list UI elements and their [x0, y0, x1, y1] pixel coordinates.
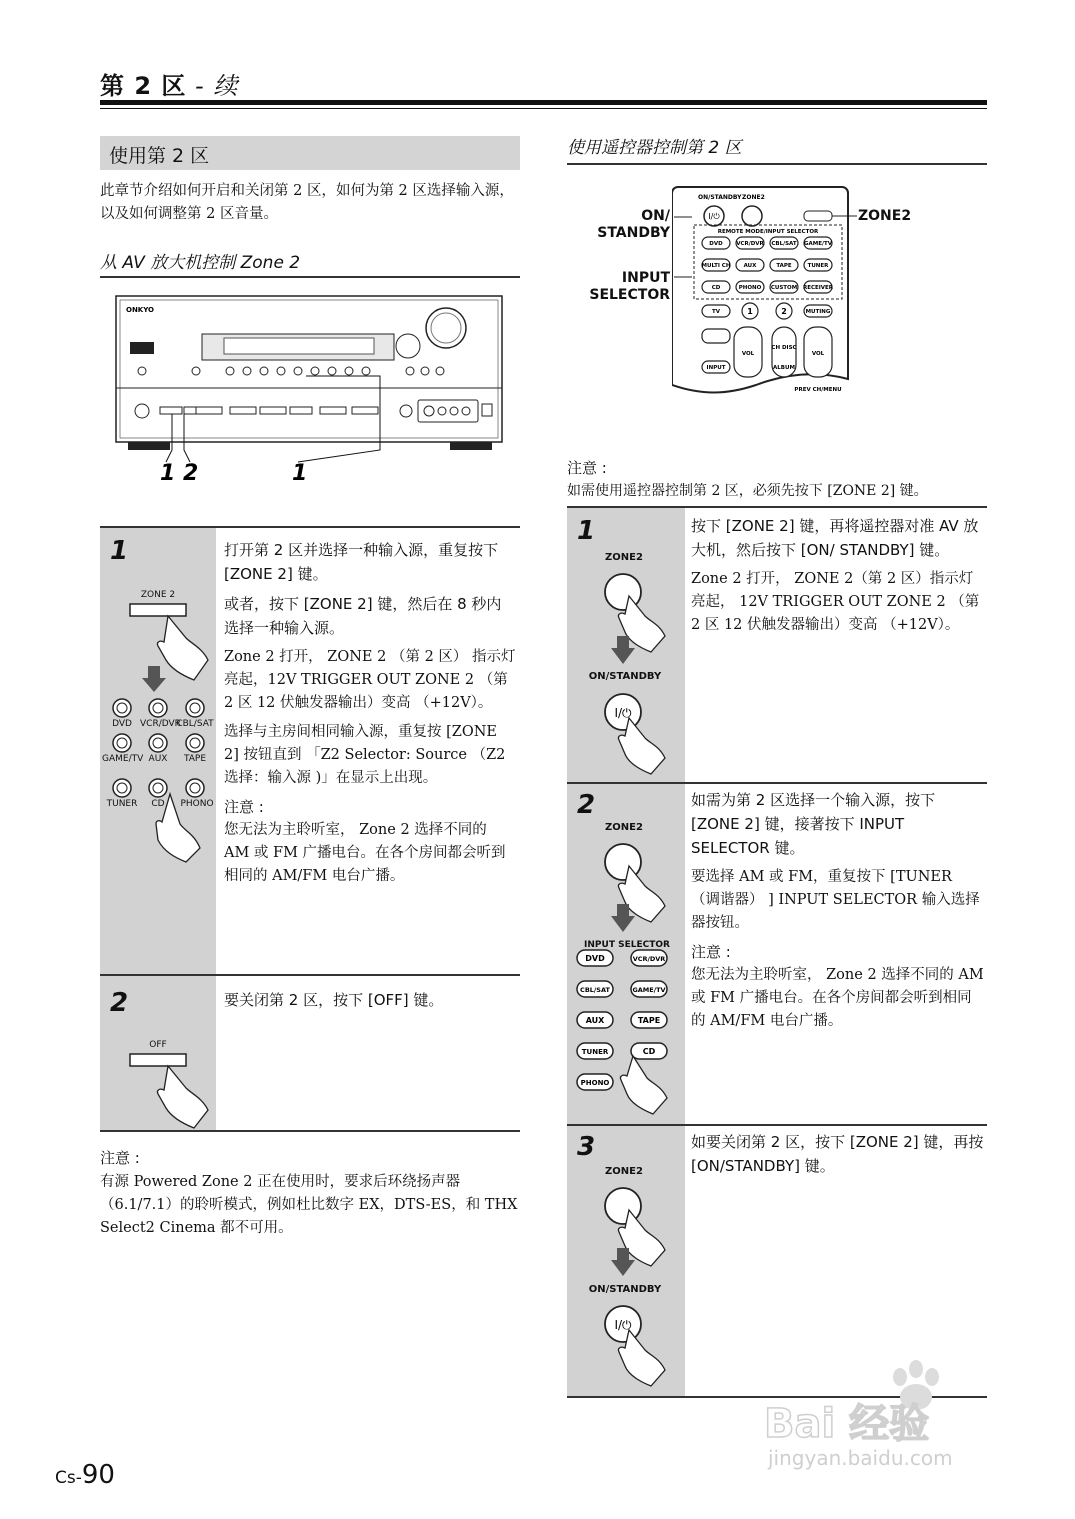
remote-top-zone2: ZONE2	[742, 194, 765, 201]
step-lead-alt: 或者，按下 [ZONE 2] 键，然后在 8 秒内选择一种输入源。	[224, 595, 502, 637]
left-steps-table	[100, 526, 520, 1132]
remote-note-heading: 注意 :	[567, 459, 607, 477]
remote-btn-phono: PHONO	[738, 285, 762, 291]
remote-btn-ch-disc: CH DISC	[771, 345, 797, 351]
header-rule-thin	[100, 108, 987, 109]
remote-btn-muting: MUTING	[805, 309, 831, 315]
remote-btn-prev-ch: PREV CH/MENU	[794, 387, 842, 393]
header-rule	[100, 100, 987, 105]
fig-input-tuner: TUNER	[106, 799, 138, 809]
fig-input-cbl: CBL/SAT	[176, 719, 214, 729]
step-number: 2	[577, 790, 596, 820]
remote-control-subhead: 使用遥控器控制第 2 区	[567, 138, 742, 158]
note-heading: 注意 :	[224, 798, 264, 816]
amp-brand: ONKYO	[126, 306, 155, 314]
fig-input-vcr: VCR/DVR	[140, 719, 181, 729]
step-body-2: 选择与主房间相同输入源，重复按 [ZONE 2] 按钮直到 「Z2 Selector: Source （Z2 选择：输入源 )」在显示上出现。	[224, 724, 506, 786]
fig-btn-game: GAME/TV	[632, 986, 666, 994]
fig-btn-vcr: VCR/DVR	[632, 955, 666, 963]
svg-text:I/⏻: I/⏻	[614, 1318, 632, 1332]
right-steps-table	[567, 506, 987, 1398]
right-step-2-text	[691, 788, 985, 1039]
subhead-rule-right	[567, 163, 987, 165]
fig-input-dvd: DVD	[112, 719, 132, 729]
remote-btn-custom: CUSTOM	[770, 285, 798, 291]
step-lead: 按下 [ZONE 2] 键，再将遥控器对准 AV 放大机，然后按下 [ON/ STANDBY] 键。	[691, 517, 979, 559]
intro-paragraph: 此章节介绍如何开启和关闭第 2 区，如何为第 2 区选择输入源，以及如何调整第 2 区音量。	[100, 183, 514, 222]
fig-input-selector-label: INPUT SELECTOR	[584, 940, 670, 950]
right-step-2-figure	[567, 784, 685, 1124]
zone2-then-onstandby-figure	[567, 566, 685, 780]
right-step-3-figure	[567, 1126, 685, 1396]
fig-input-phono: PHONO	[180, 799, 214, 809]
callout-input-selector: INPUT SELECTOR	[589, 270, 670, 303]
fig-input-cd: CD	[151, 799, 165, 809]
left-step-1-text	[224, 538, 516, 894]
page-number: Cs-90	[55, 1460, 115, 1490]
page-title: 第 2 区 - 续	[100, 72, 239, 100]
right-step-1-figure	[567, 508, 685, 782]
right-step-3-text	[691, 1130, 985, 1184]
fig-btn-cbl: CBL/SAT	[580, 986, 610, 994]
baidu-watermark	[760, 1355, 1020, 1475]
remote-btn-tv: TV	[711, 309, 721, 315]
fig-input-game: GAME/TV	[102, 754, 144, 764]
remote-note-body: 如需使用遥控器控制第 2 区，必须先按下 [ZONE 2] 键。	[567, 483, 928, 499]
note-body: 您无法为主聆听室， Zone 2 选择不同的 AM 或 FM 广播电台。在各个房间都会听到相同的 AM/FM 电台广播。	[224, 822, 506, 884]
remote-btn-game: GAME/TV	[803, 241, 833, 247]
bottom-note-heading: 注意 :	[100, 1149, 140, 1167]
right-step-1	[567, 508, 987, 782]
step-lead: 如要关闭第 2 区，按下 [ZONE 2] 键，再按 [ON/STANDBY] 键。	[691, 1133, 984, 1175]
step-number: 1	[577, 516, 596, 546]
fig-zone2-label: ZONE2	[605, 822, 643, 833]
remote-btn-cd: CD	[711, 285, 721, 291]
remote-top-onstandby: ON/STANDBY	[698, 194, 742, 201]
remote-btn-tuner: TUNER	[807, 263, 829, 269]
zone2-then-input-figure	[567, 836, 685, 1126]
zone2-button-label: ZONE 2	[140, 590, 176, 600]
fig-zone2-label: ZONE2	[605, 552, 643, 563]
remote-mode-label: REMOTE MODE/INPUT SELECTOR	[717, 229, 819, 235]
step-number: 3	[577, 1132, 596, 1162]
off-button-press	[100, 1052, 216, 1130]
section-title: 使用第 2 区	[109, 145, 210, 167]
remote-illustration	[672, 185, 857, 405]
amplifier-illustration	[100, 290, 520, 490]
fig-btn-cd: CD	[642, 1047, 656, 1056]
fig-onstandby-label: ON/STANDBY	[588, 671, 662, 682]
remote-btn-1: 1	[747, 307, 753, 316]
zone2-then-onstandby-off-figure	[567, 1180, 685, 1394]
remote-btn-multich: MULTI CH	[701, 263, 731, 269]
remote-btn-2: 2	[781, 307, 787, 316]
note-body: 您无法为主聆听室， Zone 2 选择不同的 AM 或 FM 广播电台。在各个房间都会听到相同的 AM/FM 电台广播。	[691, 967, 984, 1029]
zone2-button-press	[100, 602, 216, 692]
remote-btn-vcr: VCR/DVR	[736, 241, 764, 247]
amp-callout-inputs: 1	[292, 461, 308, 486]
remote-btn-album: ALBUM	[773, 365, 795, 371]
left-step-1	[100, 528, 520, 974]
step-body: Zone 2 打开， ZONE 2（第 2 区）指示灯亮起， 12V TRIGGER OUT ZONE 2 （第 2 区 12 伏触发器输出）变高 （+12V）。	[691, 571, 980, 633]
fig-btn-dvd: DVD	[585, 954, 605, 963]
step-lead: 打开第 2 区并选择一种输入源，重复按下 [ZONE 2] 键。	[224, 541, 499, 583]
note-heading: 注意 :	[691, 943, 731, 961]
callout-on-standby: ON/ STANDBY	[597, 208, 670, 241]
remote-btn-aux: AUX	[743, 263, 757, 269]
right-step-1-text	[691, 514, 985, 643]
fig-btn-tape: TAPE	[637, 1016, 661, 1025]
remote-btn-tape: TAPE	[776, 263, 792, 269]
fig-btn-phono: PHONO	[580, 1079, 610, 1087]
amp-callout-zone2-off: 1 2	[160, 461, 199, 486]
watermark-url: jingyan.baidu.com	[768, 1446, 953, 1470]
fig-btn-tuner: TUNER	[581, 1048, 609, 1056]
step-lead: 如需为第 2 区选择一个输入源，按下 [ZONE 2] 键，接著按下 INPUT SELECTOR 键。	[691, 791, 936, 857]
bottom-note-body: 有源 Powered Zone 2 正在使用时，要求后环绕扬声器 （6.1/7.1）的聆听模式，例如杜比数字 EX，DTS-ES，和 THX Select2 Cinema 都不可用。	[100, 1174, 518, 1236]
step-body: Zone 2 打开， ZONE 2 （第 2 区） 指示灯亮起，12V TRIGGER OUT ZONE 2 （第 2 区 12 伏触发器输出）变高 （+12V）。	[224, 649, 516, 711]
left-step-2-figure	[100, 976, 216, 1130]
fig-onstandby-label: ON/STANDBY	[588, 1284, 662, 1295]
remote-btn-vol-left: VOL	[741, 351, 755, 357]
remote-btn-input: INPUT	[706, 365, 726, 371]
fig-zone2-label: ZONE2	[605, 1166, 643, 1177]
left-step-2	[100, 974, 520, 1130]
left-step-1-figure	[100, 528, 216, 974]
fig-input-aux: AUX	[148, 754, 168, 764]
step-body: 要选择 AM 或 FM，重复按下 [TUNER （调谐器） ] INPUT SELECTOR 输入选择器按钮。	[691, 869, 980, 931]
section-title-band	[100, 136, 520, 170]
right-step-2	[567, 782, 987, 1124]
fig-btn-aux: AUX	[585, 1016, 605, 1025]
left-step-2-text	[224, 988, 516, 1018]
remote-btn-dvd: DVD	[709, 241, 723, 247]
watermark-brand: Bai 经验	[764, 1401, 930, 1447]
off-button-label: OFF	[149, 1040, 167, 1050]
svg-text:I/⏻: I/⏻	[708, 212, 720, 221]
step-number: 1	[110, 536, 129, 566]
remote-btn-vol-right: VOL	[811, 351, 825, 357]
subhead-rule	[100, 276, 520, 278]
remote-btn-receiver: RECEIVER	[802, 285, 834, 291]
remote-btn-cbl: CBL/SAT	[771, 241, 797, 247]
step-number: 2	[110, 988, 129, 1018]
amp-control-subhead: 从 AV 放大机控制 Zone 2	[100, 253, 301, 273]
svg-text:I/⏻: I/⏻	[614, 706, 632, 720]
step-lead: 要关闭第 2 区，按下 [OFF] 键。	[224, 991, 444, 1009]
fig-input-tape: TAPE	[183, 754, 207, 764]
callout-zone2: ZONE2	[858, 208, 912, 224]
